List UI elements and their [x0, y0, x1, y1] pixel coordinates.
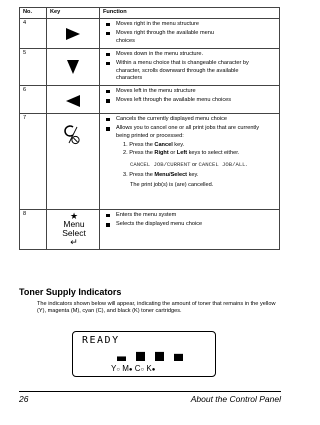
header-function: Function: [100, 8, 280, 19]
function-cell: [100, 86, 280, 114]
table-row: [20, 86, 280, 114]
table-row: [20, 19, 280, 49]
arrow-right-icon: [65, 27, 81, 41]
step-2-options: [123, 161, 276, 169]
row-number: 5: [20, 49, 47, 86]
menu-code: CANCEL JOB/CURRENT: [130, 160, 191, 168]
table-row: [20, 114, 280, 210]
empty-dot-icon: ○: [140, 367, 145, 373]
toner-label-y: Y: [111, 364, 117, 373]
menu-code: CANCEL JOB/ALL: [198, 160, 246, 168]
step-text: or: [190, 161, 199, 168]
step-text: .: [245, 161, 248, 168]
header-key: Key: [47, 8, 100, 19]
function-item: Moves right through the available menu choices: [116, 30, 276, 45]
step-2: [123, 150, 276, 157]
function-item: Moves left through the available menu choices: [116, 97, 276, 104]
step-text: keys to select either.: [187, 150, 240, 157]
toner-label-c: C: [134, 364, 141, 373]
key-name: Cancel: [154, 142, 173, 149]
step-1: [123, 142, 276, 149]
key-name: Right: [154, 150, 169, 157]
function-item: Cancels the currently displayed menu choice: [116, 116, 276, 123]
function-item: Selects the displayed menu choice: [116, 221, 276, 228]
function-item: Moves right in the menu structure: [116, 21, 276, 28]
step-text: 3. Press the: [123, 171, 155, 178]
function-cell: [100, 210, 280, 250]
toner-label-m: M: [122, 364, 129, 373]
enter-arrow-icon: ↵: [70, 237, 78, 248]
key-name: Menu/Select: [154, 171, 188, 178]
row-number: 7: [20, 114, 47, 210]
step-text: 2. Press the: [123, 150, 155, 157]
key-function-table: [19, 7, 280, 250]
lcd-status-text: READY: [82, 335, 120, 346]
function-item: Moves down in the menu structure.: [116, 51, 276, 58]
toner-bar-black: [174, 354, 183, 361]
function-item: Within a menu choice that is changeable character by character, scrolls downward through the available characters: [116, 60, 276, 82]
table-header-row: [20, 8, 280, 19]
page-number: 26: [19, 394, 29, 404]
lcd-display: [72, 331, 216, 377]
function-cell: [100, 114, 280, 210]
cancel-icon: [64, 124, 82, 146]
key-cell: [47, 19, 100, 49]
arrow-left-icon: [65, 94, 81, 108]
key-cell: [47, 86, 100, 114]
footer-divider: [19, 391, 281, 392]
menu-select-icon: [59, 212, 89, 246]
key-cell: [47, 49, 100, 86]
table-row: [20, 49, 280, 86]
header-no: No.: [20, 8, 47, 19]
toner-label-k: K: [146, 364, 152, 373]
row-number: 4: [20, 19, 47, 49]
step-text: 1. Press the: [123, 142, 155, 149]
step-3-note: The print job(s) is (are) cancelled.: [130, 182, 214, 189]
key-name: Left: [176, 150, 188, 157]
empty-dot-icon: ○: [116, 367, 120, 373]
step-text: or: [168, 150, 177, 157]
cancel-steps: [116, 142, 276, 189]
key-cell: [47, 114, 100, 210]
menu-key-label: Menu: [63, 219, 85, 230]
row-number: 8: [20, 210, 47, 250]
toner-bar-yellow: [117, 356, 126, 361]
section-paragraph: The indicators shown below will appear, indicating the amount of toner that remains in the yellow (Y), magenta (M), cyan (C), and black (K) toner cartridges.: [37, 301, 276, 315]
select-key-label: Select: [62, 228, 86, 239]
row-number: 6: [20, 86, 47, 114]
step-text: key.: [187, 171, 199, 178]
function-cell: [100, 19, 280, 49]
key-cell: [47, 210, 100, 250]
filled-dot-icon: ●: [151, 367, 156, 373]
step-3: [123, 172, 276, 179]
filled-dot-icon: ●: [128, 367, 133, 373]
toner-labels: [111, 364, 155, 373]
star-icon: ★: [69, 211, 79, 222]
function-item: Allows you to cancel one or all print jobs that are currently being printed or processed:: [116, 125, 276, 140]
table-row: [20, 210, 280, 250]
section-heading: Toner Supply Indicators: [19, 287, 122, 297]
function-cell: [100, 49, 280, 86]
toner-bar-magenta: [136, 352, 145, 361]
function-item: Moves left in the menu structure: [116, 88, 276, 95]
footer-title: About the Control Panel: [190, 394, 281, 404]
arrow-down-icon: [66, 59, 80, 75]
step-text: key.: [172, 142, 185, 149]
function-item: Enters the menu system: [116, 212, 276, 219]
toner-bar-cyan: [155, 352, 164, 361]
